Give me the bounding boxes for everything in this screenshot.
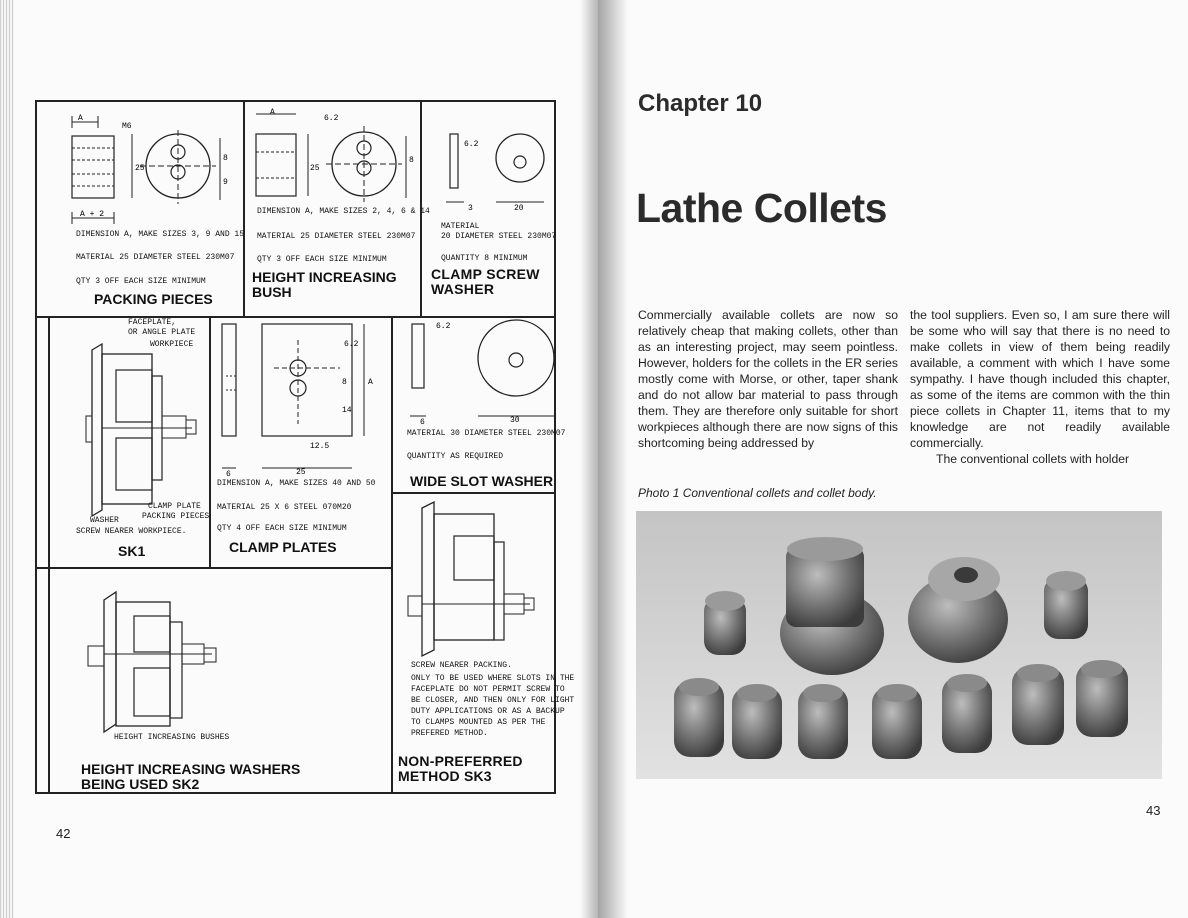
sk1-title: SK1 xyxy=(118,543,146,559)
bush-caption-2: MATERIAL 25 DIAMETER STEEL 230M07 xyxy=(257,232,416,241)
wsw-caption-1: MATERIAL 30 DIAMETER STEEL 230M07 xyxy=(407,429,566,438)
washer-caption-1: MATERIAL xyxy=(441,222,480,231)
right-page-number: 43 xyxy=(1146,803,1161,818)
wsw-caption-2: QUANTITY AS REQUIRED xyxy=(407,452,504,461)
col-divider-4 xyxy=(391,316,393,794)
dim-m6-label: M6 xyxy=(122,122,132,131)
bush-dim-62: 6.2 xyxy=(324,114,339,123)
bush-dim-8: 8 xyxy=(409,156,414,165)
plate-dim-8: 8 xyxy=(342,378,347,387)
column-2-paragraph-2: The conventional collets with holder xyxy=(936,452,1130,466)
washer-dim-20: 20 xyxy=(514,204,524,213)
chapter-label: Chapter 10 xyxy=(638,90,763,117)
column-2-paragraph-1: the tool suppliers. Even so, I am sure there will be some who will say that there is no need to make collets in view of them being readily available, a comment with which I have some sympathy. I have though included this chapter, as some of the items are common with the thin piece collets in Chapter 11, items that to my knowledge are not readily available commercially. xyxy=(910,308,1170,450)
sk3-caption-1: SCREW NEARER PACKING. xyxy=(411,661,512,670)
collets-photo-illustration xyxy=(636,511,1162,779)
plates-caption-3: QTY 4 OFF EACH SIZE MINIMUM xyxy=(217,524,347,533)
page-edge-stack xyxy=(0,0,14,918)
bush-dim-25: 25 xyxy=(310,164,320,173)
plate-dim-125: 12.5 xyxy=(310,442,330,451)
clamp-washer-drawing xyxy=(424,106,554,222)
dim-a-label: A xyxy=(78,114,83,123)
sk1-label-faceplate: FACEPLATE, xyxy=(128,318,177,327)
body-column-1: Commercially available collets are now so relatively cheap that making collets, other than as an interesting project, may seem pointless. However, holders for the collets in the ER series mostly come with Morse, or other, taper shank and do not allow bar material to pass through them. They are therefore only suitable for short workpieces although there are now signs of this shortcoming being addressed by xyxy=(638,308,898,450)
dim-9-label: 9 xyxy=(223,178,228,187)
plate-dim-14: 14 xyxy=(342,406,352,415)
left-page-number: 42 xyxy=(56,826,71,841)
row-divider-2b xyxy=(48,567,211,569)
sk3-caption-7: PREFERED METHOD. xyxy=(411,729,488,738)
sk3-caption-4: BE CLOSER, AND THEN ONLY FOR LIGHT xyxy=(411,696,575,705)
sk3-caption-6: TO CLAMPS MOUNTED AS PER THE xyxy=(411,718,546,727)
wsw-dim-30: 30 xyxy=(510,416,520,425)
plate-dim-6: 6 xyxy=(226,470,231,479)
dim-8-label: 8 xyxy=(223,154,228,163)
clamp-plates-drawing xyxy=(214,320,388,490)
body-column-2 xyxy=(910,307,1170,467)
sk3-drawing xyxy=(400,498,550,658)
plate-dim-a: A xyxy=(368,378,373,387)
plate-dim-62: 6.2 xyxy=(344,340,359,349)
sk1-label-packing: PACKING PIECES xyxy=(142,512,210,521)
sk2-title: HEIGHT INCREASING WASHERS BEING USED SK2 xyxy=(81,761,301,792)
col-divider-3 xyxy=(209,316,211,567)
plates-caption-2: MATERIAL 25 X 6 STEEL 070M20 xyxy=(217,503,352,512)
plates-caption-1: DIMENSION A, MAKE SIZES 40 AND 50 xyxy=(217,479,376,488)
washer-caption-3: QUANTITY 8 MINIMUM xyxy=(441,254,528,263)
packing-pieces-title: PACKING PIECES xyxy=(94,291,213,307)
sk1-label-angleplate: OR ANGLE PLATE xyxy=(128,328,196,337)
washer-caption-2: 20 DIAMETER STEEL 230M07 xyxy=(441,232,557,241)
sk3-caption-5: DUTY APPLICATIONS OR AS A BACKUP xyxy=(411,707,565,716)
sk2-label-bushes: HEIGHT INCREASING BUSHES xyxy=(114,733,230,742)
photo-caption: Photo 1 Conventional collets and collet body. xyxy=(638,486,877,500)
dim-a2-label: A + 2 xyxy=(80,210,105,219)
clamp-plates-title: CLAMP PLATES xyxy=(229,539,337,555)
wide-slot-washer-title: WIDE SLOT WASHER xyxy=(410,473,554,489)
sk2-left-border xyxy=(48,316,50,794)
sk3-title: NON-PREFERRED METHOD SK3 xyxy=(398,753,523,784)
plate-dim-25: 25 xyxy=(296,468,306,477)
col-divider-1 xyxy=(243,100,245,316)
clamp-screw-washer-title: CLAMP SCREW WASHER xyxy=(431,266,540,297)
row-divider-2c xyxy=(391,492,556,494)
washer-dim-3: 3 xyxy=(468,204,473,213)
sk2-drawing xyxy=(82,572,232,742)
sk1-label-clampplate: CLAMP PLATE xyxy=(148,502,201,511)
chapter-title: Lathe Collets xyxy=(636,185,887,231)
right-page xyxy=(598,0,1188,918)
wide-slot-washer-drawing xyxy=(400,316,554,428)
bush-caption-3: QTY 3 OFF EACH SIZE MINIMUM xyxy=(257,255,387,264)
wsw-dim-6: 6 xyxy=(420,418,425,427)
sk3-caption-2: ONLY TO BE USED WHERE SLOTS IN THE xyxy=(411,674,575,683)
washer-dim-62: 6.2 xyxy=(464,140,479,149)
dim-25-label: 25 xyxy=(135,164,145,173)
bush-drawing xyxy=(250,106,420,210)
sk1-label-washer: WASHER xyxy=(90,516,119,525)
height-increasing-bush-title: HEIGHT INCREASING BUSH xyxy=(252,269,397,300)
packing-caption-1: DIMENSION A, MAKE SIZES 3, 9 AND 15 xyxy=(76,230,245,239)
packing-caption-3: QTY 3 OFF EACH SIZE MINIMUM xyxy=(76,277,206,286)
packing-caption-2: MATERIAL 25 DIAMETER STEEL 230M07 xyxy=(76,253,235,262)
bush-dim-a: A xyxy=(270,108,275,117)
sk1-label-workpiece: WORKPIECE xyxy=(150,340,194,349)
bush-caption-1: DIMENSION A, MAKE SIZES 2, 4, 6 & 14 xyxy=(257,207,430,216)
left-gutter-shadow xyxy=(580,0,598,918)
packing-piece-drawing xyxy=(60,108,240,226)
sk3-caption-3: FACEPLATE DO NOT PERMIT SCREW TO xyxy=(411,685,565,694)
wsw-dim-62: 6.2 xyxy=(436,322,451,331)
collets-photo xyxy=(636,511,1162,779)
right-gutter-shadow xyxy=(598,0,628,918)
sk1-label-screw: SCREW NEARER WORKPIECE. xyxy=(76,527,187,536)
